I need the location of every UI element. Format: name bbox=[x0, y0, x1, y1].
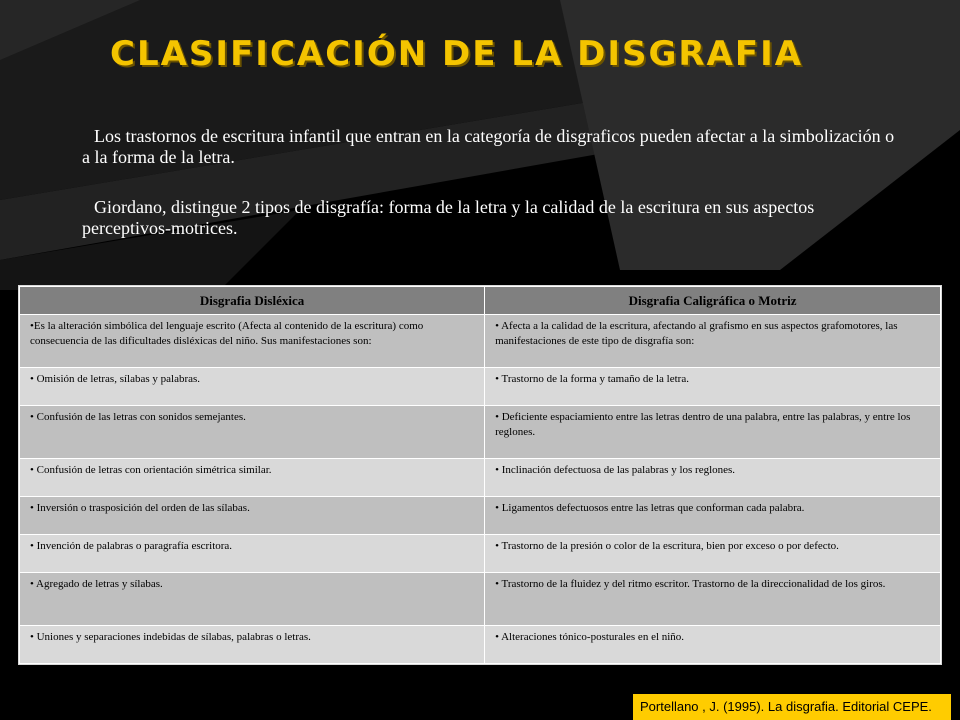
table-row bbox=[20, 459, 941, 497]
classification-table bbox=[18, 285, 942, 665]
table-cell: • Trastorno de la fluidez y del ritmo escritor. Trastorno de la direccionalidad de los giros. bbox=[485, 573, 941, 626]
header-motor: Disgrafia Caligráfica o Motriz bbox=[485, 287, 941, 315]
table-cell: • Alteraciones tónico-posturales en el niño. bbox=[485, 626, 941, 664]
table-header-row bbox=[20, 287, 941, 315]
table-cell: • Confusión de letras con orientación simétrica similar. bbox=[20, 459, 485, 497]
table-row bbox=[20, 535, 941, 573]
table-row bbox=[20, 497, 941, 535]
table-cell: • Confusión de las letras con sonidos semejantes. bbox=[20, 406, 485, 459]
giordano-paragraph: Giordano, distingue 2 tipos de disgrafía: forma de la letra y la calidad de la escritura en sus aspectos perceptivos-motrices. bbox=[82, 197, 815, 238]
table-cell: • Uniones y separaciones indebidas de sílabas, palabras o letras. bbox=[20, 626, 485, 664]
intro-paragraph: Los trastornos de escritura infantil que entran en la categoría de disgraficos pueden afectar a la simbolización o a la forma de la letra. bbox=[82, 126, 895, 167]
table-cell: • Afecta a la calidad de la escritura, afectando al grafismo en sus aspectos grafomotores, las manifestaciones de este tipo de disgrafía son: bbox=[485, 315, 941, 368]
table-cell: • Trastorno de la forma y tamaño de la letra. bbox=[485, 368, 941, 406]
table-cell: • Ligamentos defectuosos entre las letras que conforman cada palabra. bbox=[485, 497, 941, 535]
table-cell: •Es la alteración simbólica del lenguaje escrito (Afecta al contenido de la escritura) como consecuencia de las dificultades disléxicas del niño. Sus manifestaciones son: bbox=[20, 315, 485, 368]
table-cell: • Inversión o trasposición del orden de las sílabas. bbox=[20, 497, 485, 535]
table-row bbox=[20, 368, 941, 406]
table-row bbox=[20, 406, 941, 459]
header-dyslexic: Disgrafia Disléxica bbox=[20, 287, 485, 315]
table-cell: • Omisión de letras, sílabas y palabras. bbox=[20, 368, 485, 406]
table-cell: • Deficiente espaciamiento entre las letras dentro de una palabra, entre las palabras, y entre los reglones. bbox=[485, 406, 941, 459]
citation-box: Portellano , J. (1995). La disgrafia. Editorial CEPE. bbox=[633, 694, 951, 720]
table-row bbox=[20, 626, 941, 664]
slide-title: CLASIFICACIÓN DE LA DISGRAFIA bbox=[110, 34, 804, 74]
table-cell: • Trastorno de la presión o color de la escritura, bien por exceso o por defecto. bbox=[485, 535, 941, 573]
table-cell: • Invención de palabras o paragrafía escritora. bbox=[20, 535, 485, 573]
table-row bbox=[20, 315, 941, 368]
table-cell: • Inclinación defectuosa de las palabras y los reglones. bbox=[485, 459, 941, 497]
table-cell: • Agregado de letras y sílabas. bbox=[20, 573, 485, 626]
table-row bbox=[20, 573, 941, 626]
